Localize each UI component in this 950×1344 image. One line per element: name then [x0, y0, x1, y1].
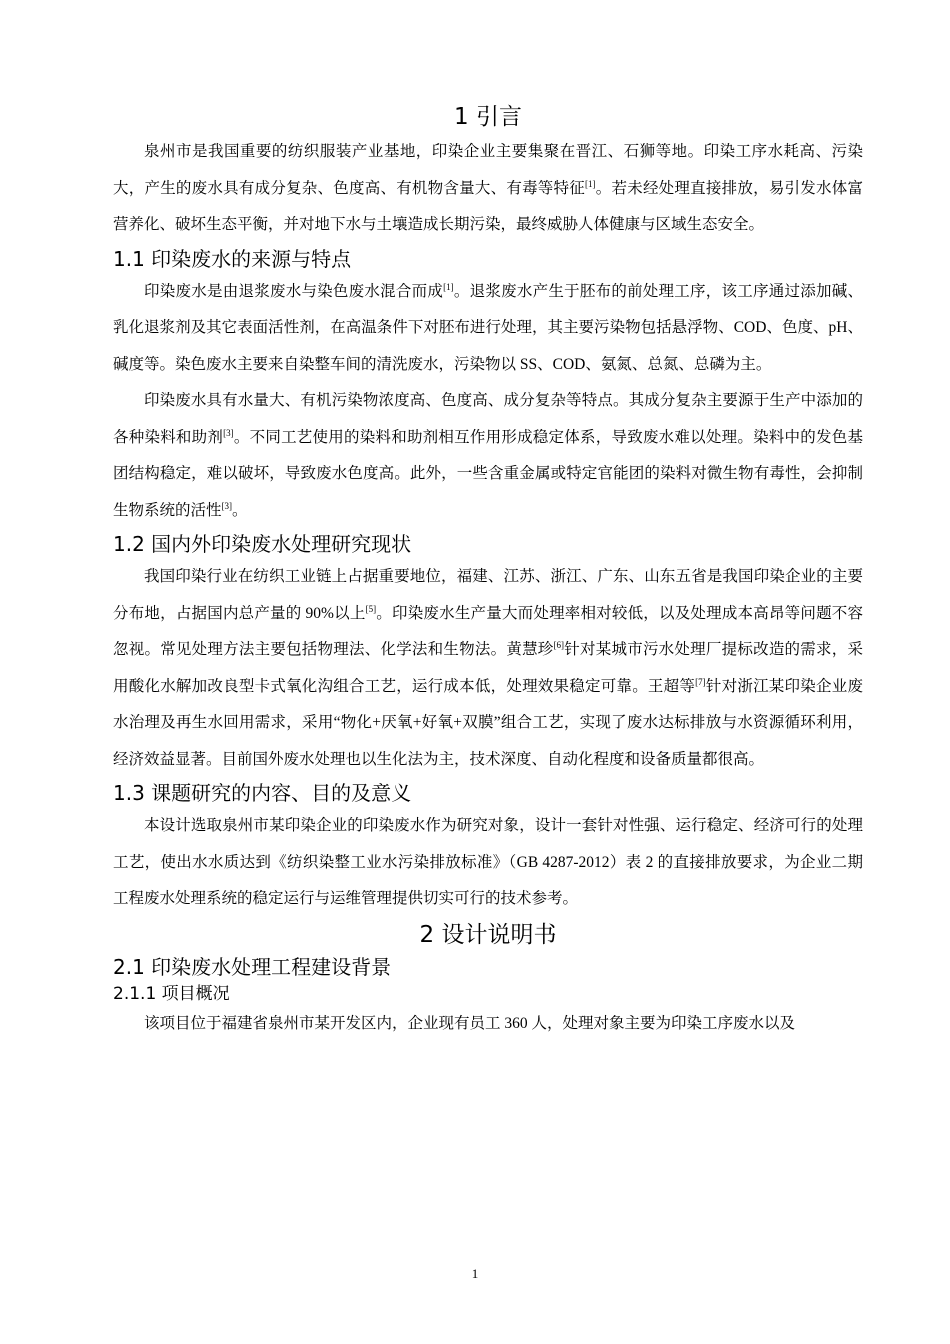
section-1-1-title: 1.1 印染废水的来源与特点	[113, 246, 352, 271]
paragraph: 本设计选取泉州市某印染企业的印染废水作为研究对象，设计一套针对性强、运行稳定、经济可行的处理工艺，使出水水质达到《纺织染整工业水污染排放标准》（GB 4287-2012）表 2 的直接排放要求，为企业二期工程废水处理系统的稳定运行与运维管理提供切实可行的技术参考。	[113, 817, 863, 907]
section-1-2-title: 1.2 国内外印染废水处理研究现状	[113, 532, 412, 556]
paragraph: 我国印染行业在纺织工业链上占据重要地位，福建、江苏、浙江、广东、山东五省是我国印染企业的主要分布地，占据国内总产量的 90%以上[5]。印染废水生产量大而处理率相对较低，以及处理成本高昂等问题不容忽视。常见处理方法主要包括物理法、化学法和生物法。黄慧珍[6]针对某城市污水处理厂提标改造的需求，采用酸化水解加改良型卡式氧化沟组合工艺，运行成本低，处理效果稳定可靠。王超等[7]针对浙江某印染企业废水治理及再生水回用需求，采用“物化+厌氧+好氧+双膜”组合工艺，实现了废水达标排放与水资源循环利用，经济效益显著。目前国外废水处理也以生化法为主，技术深度、自动化程度和设备质量都很高。	[113, 568, 863, 768]
chapter-1-body	[113, 134, 863, 244]
section-1-3-title: 1.3 课题研究的内容、目的及意义	[113, 781, 412, 805]
section-2-1-title: 2.1 印染废水处理工程建设背景	[113, 954, 392, 979]
chapter-1-title: 1 引言	[454, 104, 522, 130]
citation: [6]	[553, 640, 565, 650]
paragraph: 印染废水具有水量大、有机污染物浓度高、色度高、成分复杂等特点。其成分复杂主要源于生产中添加的各种染料和助剂[3]。不同工艺使用的染料和助剂相互作用形成稳定体系，导致废水难以处理。染料中的发色基团结构稳定，难以破坏，导致废水色度高。此外，一些含重金属或特定官能团的染料对微生物有毒性，会抑制生物系统的活性[3]。	[113, 392, 863, 519]
paragraph: 该项目位于福建省泉州市某开发区内，企业现有员工 360 人，处理对象主要为印染工序废水以及	[144, 1014, 796, 1032]
paragraph: 泉州市是我国重要的纺织服装产业基地，印染企业主要集聚在晋江、石狮等地。印染工序水耗高、污染大，产生的废水具有成分复杂、色度高、有机物含量大、有毒等特征[1]。若未经处理直接排放，易引发水体富营养化、破坏生态平衡，并对地下水与土壤造成长期污染，最终威胁人体健康与区域生态安全。	[113, 143, 863, 233]
citation: [1]	[585, 178, 596, 189]
citation: [3]	[223, 427, 234, 438]
section-1-1-body	[113, 274, 863, 530]
page-number: 1	[471, 1266, 479, 1281]
chapter-2-title: 2 设计说明书	[419, 921, 557, 948]
citation: [5]	[365, 603, 377, 614]
paragraph: 印染废水是由退浆废水与染色废水混合而成[1]。退浆废水产生于胚布的前处理工序，该工序通过添加碱、乳化退浆剂及其它表面活性剂，在高温条件下对胚布进行处理，其主要污染物包括悬浮物、COD、色度、pH、碱度等。染色废水主要来自染整车间的清洗废水，污染物以 SS、COD、氨氮、总氮、总磷为主。	[113, 281, 863, 373]
subsection-2-1-1-title: 2.1.1 项目概况	[113, 983, 230, 1004]
citation: [3]	[221, 500, 233, 511]
section-1-3-body	[113, 808, 863, 918]
subsection-2-1-1-body	[113, 1006, 863, 1043]
page-content	[113, 100, 863, 1042]
citation: [1]	[443, 281, 454, 292]
section-1-2-body	[113, 559, 863, 778]
citation: [7]	[695, 676, 706, 687]
